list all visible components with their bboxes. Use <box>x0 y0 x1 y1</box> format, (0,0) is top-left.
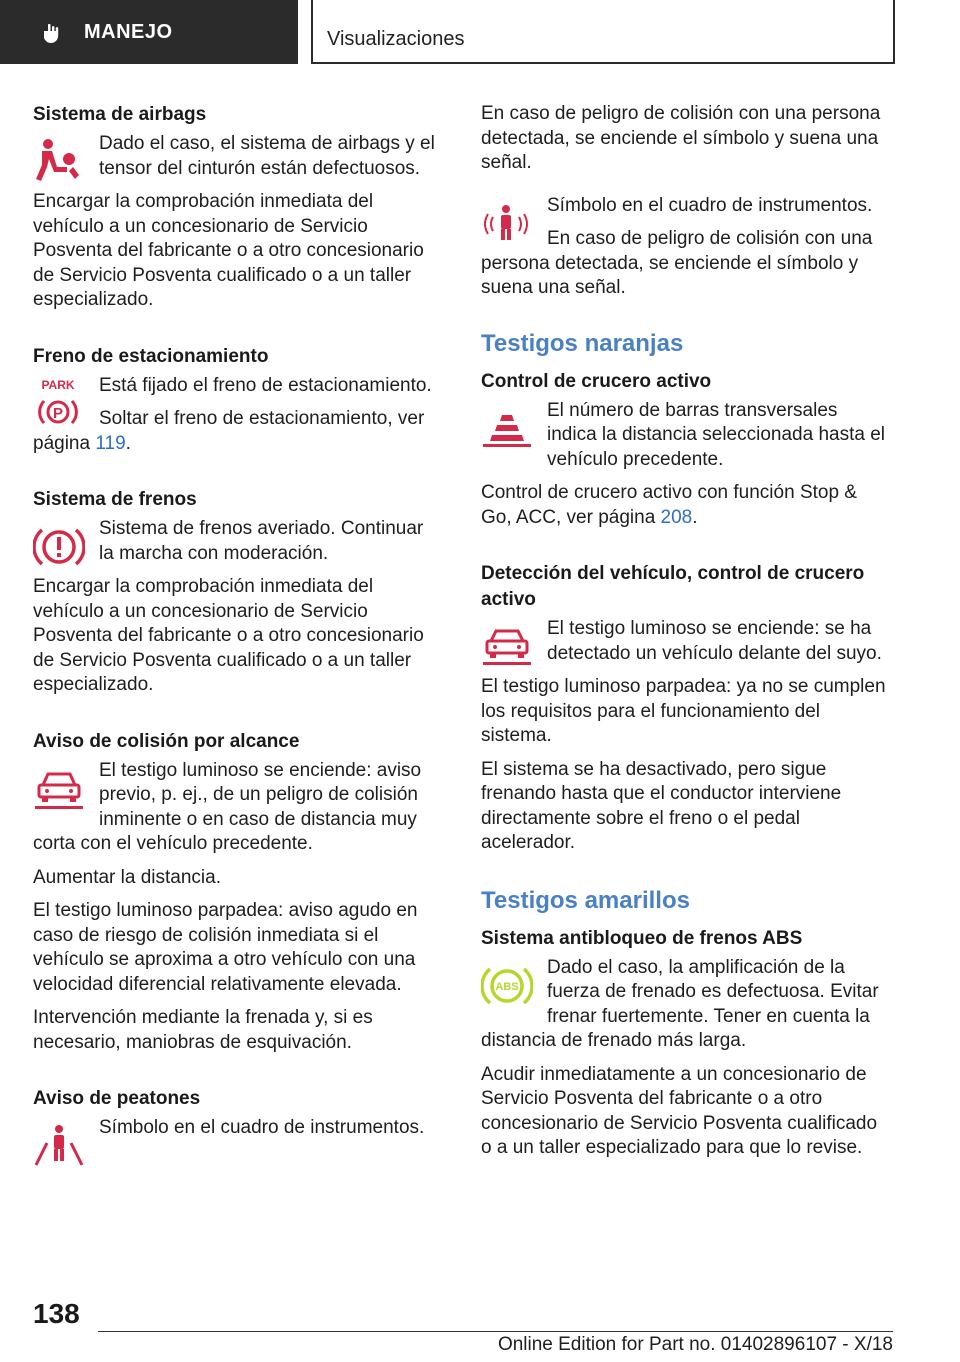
abs-text-2: Acudir inmediatamente a un concesionario de Servicio Posventa del fabricante o a otro concesionario de Servicio Posventa cualificado o a un taller especializado para que lo revise. <box>481 1063 878 1158</box>
collision-text-1: El testigo luminoso se enciende: aviso previo, p. ej., de un peligro de colisión inminente o en caso de distancia muy corta con el vehículo precedente. <box>33 759 422 854</box>
pedestrian-alert-icon <box>481 196 547 252</box>
collision-text-3: El testigo luminoso parpadea: aviso agudo en caso de riesgo de colisión inmediata si el vehículo se aproxima a otro vehículo con una velocidad diferencial relativamente elevada. <box>33 900 418 995</box>
yellow-lights-heading: Testigos amarillos <box>481 886 690 914</box>
vehicle-detect-text-1: El testigo luminoso se enciende: se ha detectado un vehículo delante del suyo. <box>547 618 882 664</box>
brake-text-1: Sistema de frenos averiado. Continuar la marcha con moderación. <box>99 518 424 564</box>
page-link-119[interactable]: 119 <box>95 432 126 454</box>
pedestrian-cont-text: En caso de peligro de colisión con una persona detectada, se enciende el símbolo y suena una señal. <box>481 103 881 173</box>
brake-warning-icon <box>33 519 99 575</box>
vehicle-detect-heading: Detección del vehículo, control de crucero activo <box>481 563 865 610</box>
vehicle-detect-text-3: El sistema se ha desactivado, pero sigue frenando hasta que el conductor interviene directamente sobre el freno o el pedal acelerador. <box>481 758 842 853</box>
edition-note: Online Edition for Part no. 01402896107 - X/18 <box>497 1334 893 1355</box>
left-column <box>33 102 443 1174</box>
brake-heading: Sistema de frenos <box>33 489 197 510</box>
brake-block <box>33 517 443 698</box>
page-link-208[interactable]: 208 <box>660 506 693 528</box>
airbag-text-1: Dado el caso, el sistema de airbags y el tensor del cinturón están defectuosos. <box>99 133 435 179</box>
section-title: MANEJO <box>84 20 173 43</box>
cruise-text-2: Control de crucero activo con función Stop & Go, ACC, ver página 208. <box>481 482 857 528</box>
pedestrian-warning-icon <box>33 1118 99 1174</box>
vehicle-detect-text-2: El testigo luminoso parpadea: ya no se cumplen los requisitos para el funcionamiento del sistema. <box>481 676 886 746</box>
footer-divider <box>98 1331 893 1332</box>
collision-heading: Aviso de colisión por alcance <box>33 730 300 752</box>
pedestrian-text-1: Símbolo en el cuadro de instrumentos. <box>99 1117 425 1138</box>
pedestrian-alert-text-2: En caso de peligro de colisión con una persona detectada, se enciende el símbolo y suena una señal. <box>481 228 873 298</box>
pedestrian-block <box>33 1116 443 1174</box>
airbag-text-2: Encargar la comprobación inmediata del vehículo a un concesionario de Servicio Posventa del fabricante o a otro concesionario de Servicio Posventa cualificado o a un taller especializado. <box>33 191 424 310</box>
right-column <box>481 102 891 1161</box>
section-tab <box>0 0 298 64</box>
airbag-heading: Sistema de airbags <box>33 104 207 125</box>
pedestrian-heading: Aviso de peatones <box>33 1088 201 1109</box>
parking-brake-icon <box>33 376 99 432</box>
steering-hand-icon <box>38 18 66 46</box>
vehicle-detected-icon <box>481 619 547 675</box>
pedestrian-alert-block <box>481 194 891 301</box>
parking-brake-text-1: Está fijado el freno de estacionamiento. <box>99 374 432 396</box>
page-number: 138 <box>33 1298 80 1329</box>
parking-brake-text-2: Soltar el freno de estacionamiento, ver página 119. <box>33 408 425 454</box>
brake-text-2: Encargar la comprobación inmediata del vehículo a un concesionario de Servicio Posventa del fabricante o a otro concesionario de Servicio Posventa cualificado o a un taller especializado. <box>33 576 424 695</box>
park-icon-label: PARK <box>41 377 75 392</box>
vehicle-detect-block <box>481 617 891 749</box>
airbag-warning-icon <box>33 134 99 190</box>
chapter-tab <box>311 0 895 64</box>
pedestrian-alert-text-1: Símbolo en el cuadro de instrumentos. <box>547 194 873 216</box>
parking-brake-block <box>33 374 443 457</box>
cruise-text-1: El número de barras transversales indica la distancia seleccionada hasta el vehículo precedente. <box>547 399 885 470</box>
collision-warning-car-icon <box>33 761 99 817</box>
collision-text-4: Intervención mediante la frenada y, si es necesario, maniobras de esquivación. <box>33 1007 373 1053</box>
collision-text-2: Aumentar la distancia. <box>33 866 221 888</box>
collision-block <box>33 759 443 1056</box>
distance-bars-icon <box>481 401 547 457</box>
abs-heading: Sistema antibloqueo de frenos ABS <box>481 927 803 949</box>
orange-lights-heading: Testigos naranjas <box>481 329 684 357</box>
cruise-heading: Control de crucero activo <box>481 370 712 392</box>
chapter-title: Visualizaciones <box>327 28 465 50</box>
abs-icon <box>481 958 547 1014</box>
abs-icon-label: ABS <box>495 980 519 993</box>
park-icon-letter: P <box>52 404 64 422</box>
cruise-block <box>481 399 891 473</box>
abs-block <box>481 956 891 1054</box>
parking-brake-heading: Freno de estacionamiento <box>33 345 269 367</box>
airbag-block <box>33 132 443 313</box>
abs-text-1: Dado el caso, la amplificación de la fuerza de frenado es defectuosa. Evitar frenar fuertemente. Tener en cuenta la distancia de frenado más larga. <box>481 956 879 1051</box>
